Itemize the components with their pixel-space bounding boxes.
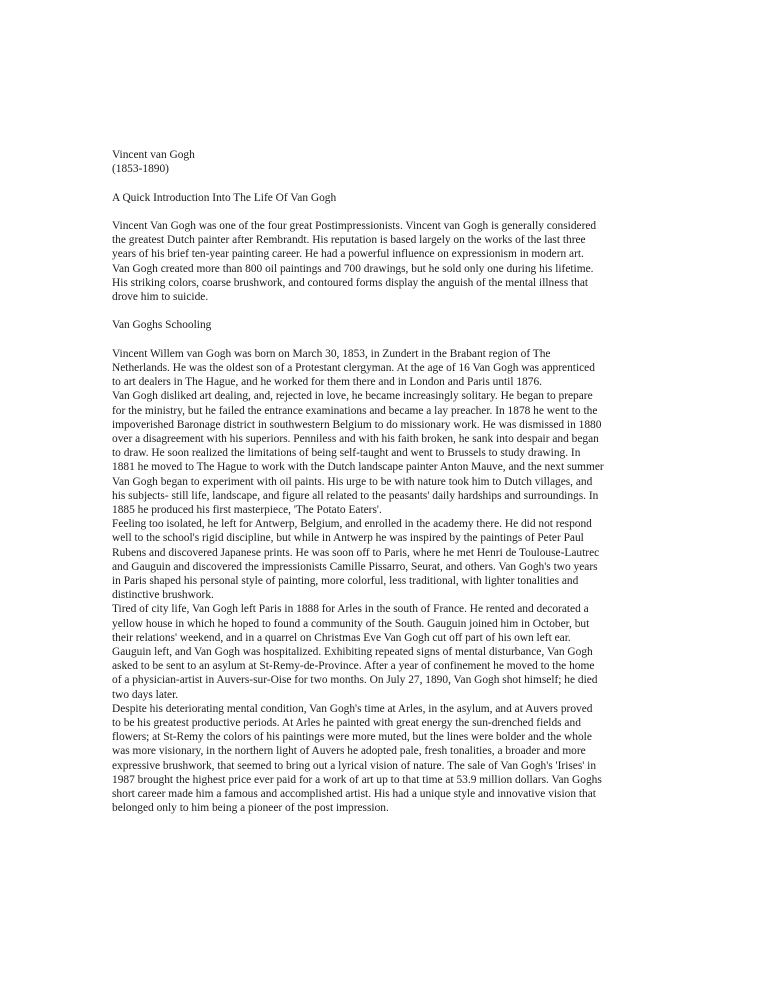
spacer [112,304,662,318]
artist-years: (1853-1890) [112,163,169,176]
text-line: Gauguin left, and Van Gogh was hospitalized. Exhibiting repeated signs of mental disturbance, Van Gogh [112,646,593,659]
text-line: Rubens and discovered Japanese prints. He was soon off to Paris, where he met Henri de Toulouse-Lautrec [112,546,600,559]
spacer [112,205,662,219]
text-line: his subjects- still life, landscape, and figure all related to the peasants' daily hardships and surroundings. In [112,489,599,502]
text-line: to be his greatest productive periods. At Arles he painted with great energy the sun-drenched fields and [112,717,581,730]
text-line: to art dealers in The Hague, and he worked for them there and in London and Paris until 1876. [112,376,542,389]
text-line: two days later. [112,688,179,701]
text-line: flowers; at St-Remy the colors of his paintings were more muted, but the lines were bolder and the whole [112,731,592,744]
schooling-paragraph-antwerp-paris [112,517,662,602]
text-line: their relations' weekend, and in a quarrel on Christmas Eve Van Gogh cut off part of his own left ear. [112,631,571,644]
text-line: Vincent Willem van Gogh was born on March 30, 1853, in Zundert in the Brabant region of The [112,347,551,360]
schooling-paragraph-legacy [112,702,662,816]
text-line: of a physician-artist in Auvers-sur-Oise for two months. On July 27, 1890, Van Gogh shot himself; he died [112,674,598,687]
text-line: asked to be sent to an asylum at St-Remy-de-Province. After a year of confinement he moved to the home [112,660,595,673]
schooling-paragraph-ministry [112,389,662,517]
text-line: and Gauguin and discovered the impressionists Camille Pissarro, Seurat, and others. Van Gogh's two years [112,560,598,573]
text-line: years of his brief ten-year painting career. He had a powerful influence on expressionism in modern art. [112,248,584,261]
text-line: 1881 he moved to The Hague to work with the Dutch landscape painter Anton Mauve, and the next summer [112,461,604,474]
text-line: well to the school's rigid discipline, but while in Antwerp he was inspired by the paintings of Peter Paul [112,532,584,545]
text-line: the greatest Dutch painter after Rembrandt. His reputation is based largely on the works of the last three [112,234,586,247]
text-line: 1885 he produced his first masterpiece, 'The Potato Eaters'. [112,504,382,517]
text-line: yellow house in which he hoped to found a community of the South. Gauguin joined him in October, but [112,617,590,630]
schooling-paragraph-arles [112,602,662,701]
text-line: expressive brushwork, that seemed to bring out a lyrical vision of nature. The sale of Van Gogh's 'Irises' in [112,759,597,772]
text-line: in Paris shaped his personal style of painting, more colorful, less traditional, with lighter tonalities and [112,575,579,588]
artist-name: Vincent van Gogh [112,149,195,161]
text-line: drove him to suicide. [112,291,209,303]
text-line: for the ministry, but he failed the entrance examinations and became a lay preacher. In 1878 he went to the [112,404,598,417]
schooling-title: Van Goghs Schooling [112,319,212,332]
document-page [112,148,662,815]
schooling-paragraph-birth [112,347,662,390]
text-line: impoverished Baronage district in southwestern Belgium to do missionary work. He was dismissed in 1880 [112,418,602,431]
text-line: Netherlands. He was the oldest son of a Protestant clergyman. At the age of 16 Van Gogh was apprenticed [112,361,595,374]
text-line: over a disagreement with his superiors. Penniless and with his faith broken, he sank into despair and began [112,433,599,445]
text-line: Despite his deteriorating mental condition, Van Gogh's time at Arles, in the asylum, and at Auvers proved [112,702,593,715]
text-line: Tired of city life, Van Gogh left Paris in 1888 for Arles in the south of France. He rented and decorated a [112,603,589,616]
text-line: Van Gogh began to experiment with oil paints. His urge to be with nature took him to Dutch villages, and [112,475,593,488]
text-line: distinctive brushwork. [112,589,214,602]
intro-title: A Quick Introduction Into The Life Of Van Gogh [112,191,337,204]
text-line: belonged only to him being a pioneer of the post impression. [112,802,389,815]
spacer [112,333,662,347]
text-line: was more visionary, in the northern light of Auvers he adopted pale, fresh tonalities, a broader and more [112,745,586,758]
text-line: to draw. He soon realized the limitations of being self-taught and went to Brussels to study drawing. In [112,447,581,460]
text-line: His striking colors, coarse brushwork, and contoured forms display the anguish of the mental illness that [112,276,589,289]
spacer [112,176,662,190]
text-line: short career made him a famous and accomplished artist. His had a unique style and innovative vision that [112,788,596,801]
text-line: 1987 brought the highest price ever paid for a work of art up to that time at 53.9 million dollars. Van Goghs [112,773,602,786]
text-line: Van Gogh created more than 800 oil paintings and 700 drawings, but he sold only one during his lifetime. [112,262,594,275]
text-line: Feeling too isolated, he left for Antwerp, Belgium, and enrolled in the academy there. He did not respond [112,518,592,531]
text-line: Van Gogh disliked art dealing, and, rejected in love, he became increasingly solitary. He began to prepare [112,390,593,403]
text-line: Vincent Van Gogh was one of the four great Postimpressionists. Vincent van Gogh is generally considered [112,219,597,232]
intro-paragraph [112,219,662,304]
